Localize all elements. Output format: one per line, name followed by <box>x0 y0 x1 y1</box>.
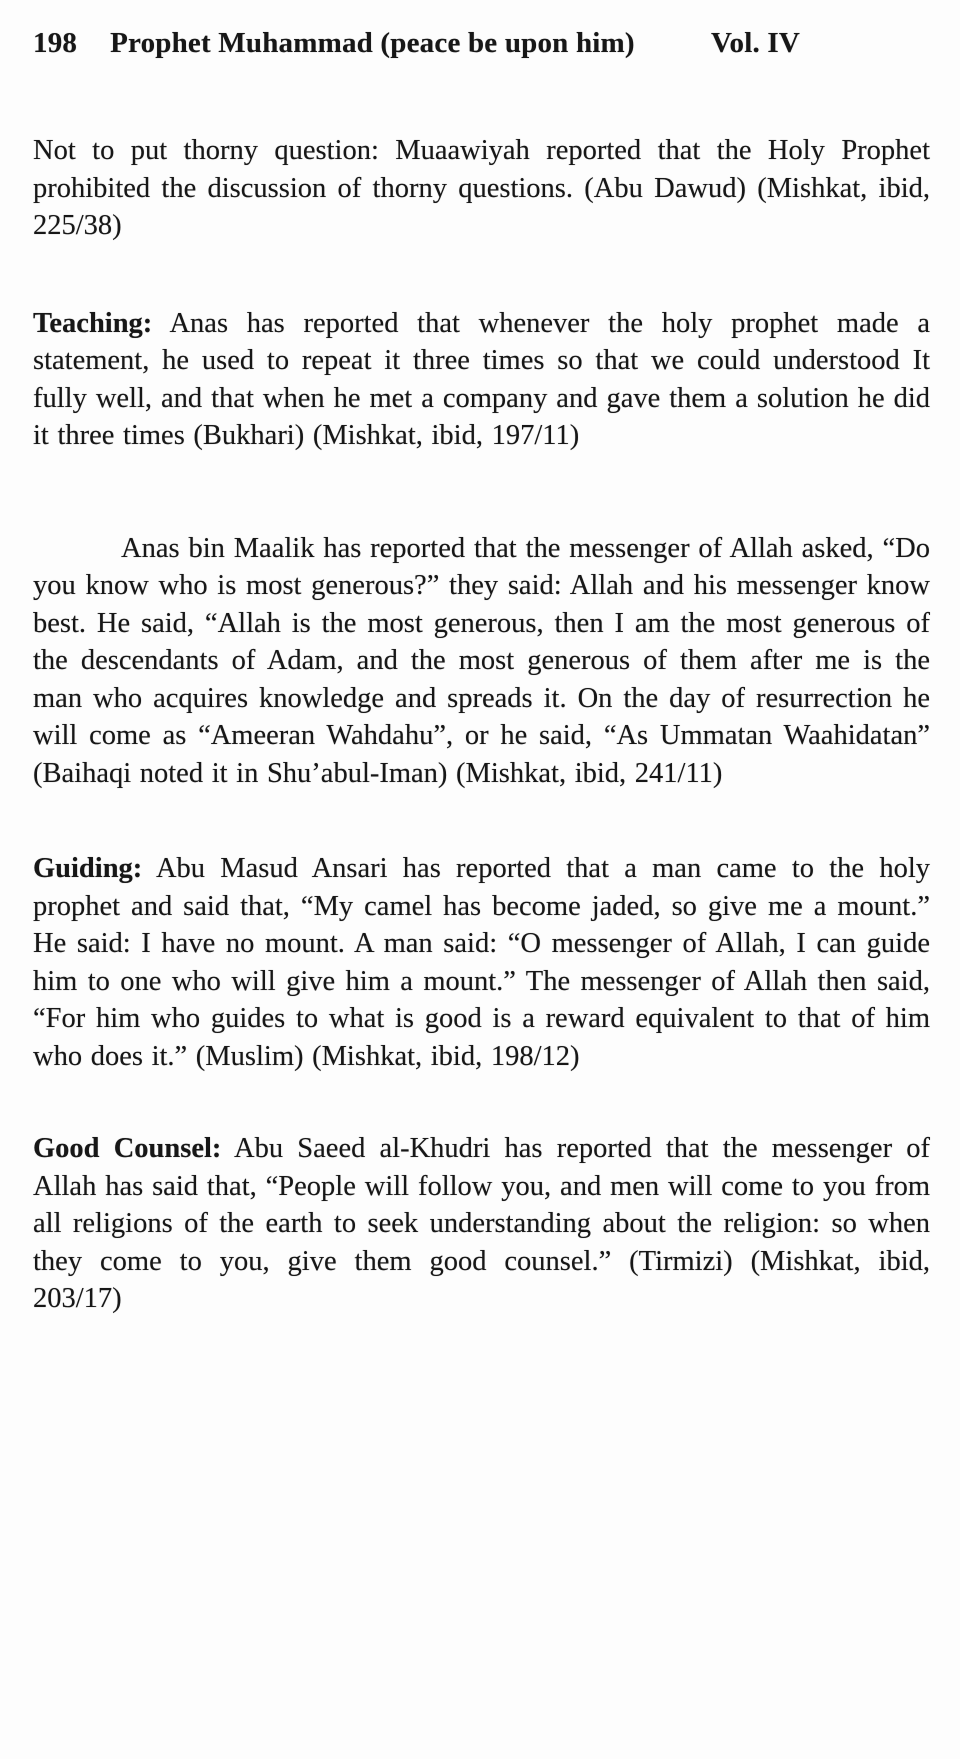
paragraph-text: Anas bin Maalik has reported that the messenger of Allah asked, “Do you know who is most generous?” they said: Allah and his messenger know best. He said, “Allah is the most generous, then I am the most generous of the descendants of Adam, and the most generous of them after me is the man who acquires knowledge and spreads it. On the day of resurrection he will come as “Ameeran Wahdahu”, or he said, “As Ummatan Waahidatan” (Baihaqi noted it in Shu’abul-Iman) (Mishkat, ibid, 241/11) <box>33 532 930 789</box>
book-title: Prophet Muhammad (peace be upon him) <box>110 27 635 59</box>
paragraph-anas-bin-maalik <box>33 530 930 793</box>
volume-label: Vol. IV <box>711 27 800 59</box>
page-number: 198 <box>33 27 78 59</box>
paragraph-text: Anas has reported that whenever the holy prophet made a statement, he used to repeat it three times so that we could understood It fully well, and that when he met a company and gave them a solution he did it three times (Bukhari) (Mishkat, ibid, 197/11) <box>33 307 930 451</box>
paragraph-text: Abu Saeed al-Khudri has reported that the messenger of Allah has said that, “People will follow you, and men will come to you from all religions of the earth to seek understanding about the religion: so when they come to you, give them good counsel.” (Tirmizi) (Mishkat, ibid, 203/17) <box>33 1133 931 1314</box>
page-body <box>0 132 960 1318</box>
paragraph-not-to-put-thorny-question <box>33 132 930 245</box>
paragraph-text: Abu Masud Ansari has reported that a man came to the holy prophet and said that, “My camel has become jaded, so give me a mount.” He said: I have no mount. A man said: “O messenger of Allah, I can guide him to one who will give him a mount.” The messenger of Allah then said, “For him who guides to what is good is a reward equivalent to that of him who does it.” (Muslim) (Mishkat, ibid, 198/12) <box>33 853 930 1072</box>
page-header <box>0 0 960 60</box>
paragraph-lead: Good Counsel: <box>33 1133 222 1164</box>
paragraph-good-counsel <box>33 1130 930 1318</box>
paragraph-guiding <box>33 850 930 1075</box>
paragraph-text: Not to put thorny question: Muaawiyah reported that the Holy Prophet prohibited the discussion of thorny questions. (Abu Dawud) (Mishkat, ibid, 225/38) <box>33 135 930 241</box>
paragraph-lead: Guiding: <box>33 853 143 884</box>
paragraph-lead: Teaching: <box>33 307 153 339</box>
paragraph-teaching <box>33 305 930 455</box>
